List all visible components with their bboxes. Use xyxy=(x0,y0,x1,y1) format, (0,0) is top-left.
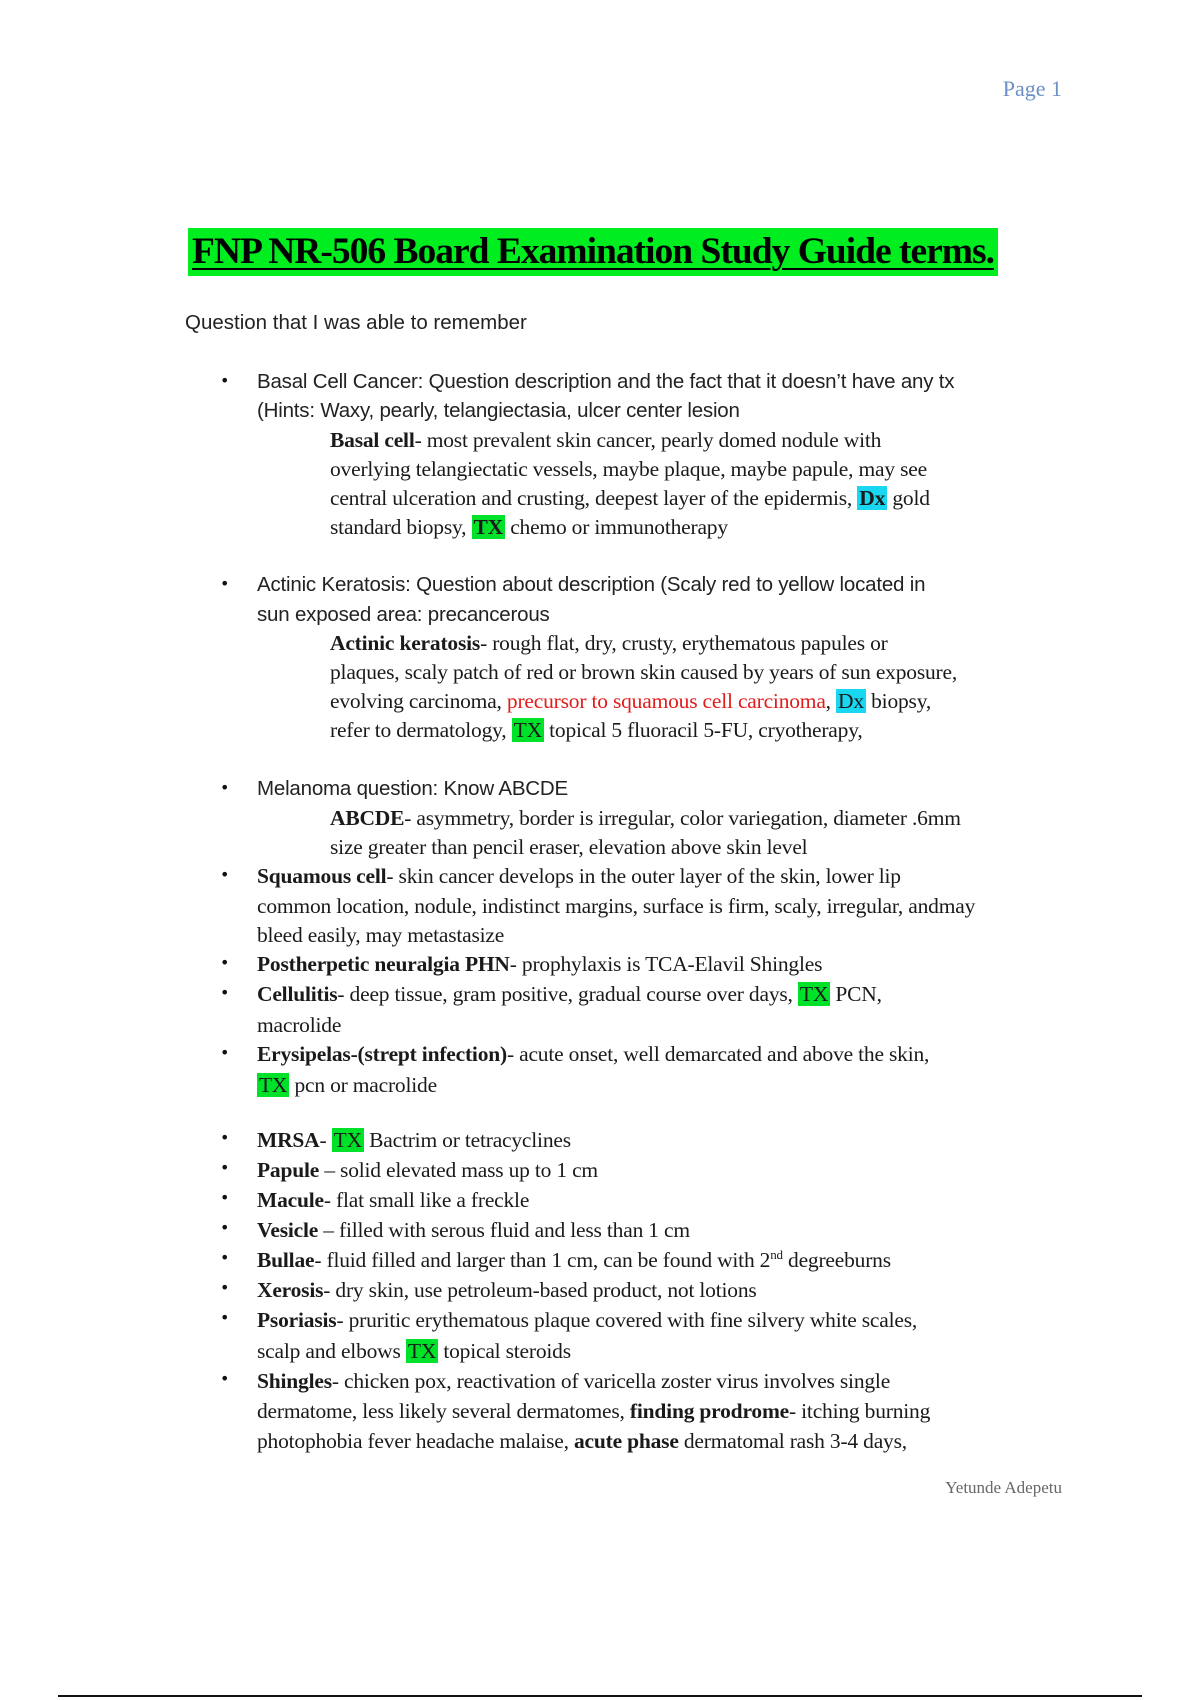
term-squamous-cell: Squamous cell xyxy=(257,864,387,888)
macule-line: Macule- flat small like a freckle xyxy=(257,1188,530,1212)
abcde-line-2: size greater than pencil eraser, elevation above skin level xyxy=(330,835,808,859)
bullet: • xyxy=(220,1128,230,1147)
bullet: • xyxy=(220,865,230,884)
bullet: • xyxy=(220,1369,230,1388)
basal-definition-line-3: central ulceration and crusting, deepest layer of the epidermis, Dx gold xyxy=(330,486,930,510)
melanoma-question: Melanoma question: Know ABCDE xyxy=(257,777,568,800)
red-emphasis-text: precursor to squamous cell carcinoma xyxy=(506,689,826,713)
basal-definition-line-4: standard biopsy, TX chemo or immunotherapy xyxy=(330,515,728,539)
bullet: • xyxy=(220,574,230,593)
actinic-definition-line-4: refer to dermatology, TX topical 5 fluoracil 5-FU, cryotherapy, xyxy=(330,718,863,742)
term-actinic-keratosis: Actinic keratosis xyxy=(330,631,481,655)
document-title: FNP NR-506 Board Examination Study Guide terms. xyxy=(188,228,998,276)
bullet: • xyxy=(220,1158,230,1177)
actinic-definition-line-2: plaques, scaly patch of red or brown skin caused by years of sun exposure, xyxy=(330,660,958,684)
term-erysipelas: Erysipelas-(strept infection) xyxy=(257,1042,507,1066)
papule-line: Papule – solid elevated mass up to 1 cm xyxy=(257,1158,598,1182)
bullet: • xyxy=(220,778,230,797)
term-vesicle: Vesicle xyxy=(257,1218,319,1242)
cellulitis-line-1: Cellulitis- deep tissue, gram positive, gradual course over days, TX PCN, xyxy=(257,982,882,1006)
shingles-line-1: Shingles- chicken pox, reactivation of varicella zoster virus involves single xyxy=(257,1369,891,1393)
cellulitis-line-2: macrolide xyxy=(257,1013,342,1037)
dx-highlight: Dx xyxy=(838,689,864,713)
psoriasis-line-1: Psoriasis- pruritic erythematous plaque covered with fine silvery white scales, xyxy=(257,1308,918,1332)
term-shingles: Shingles xyxy=(257,1369,332,1393)
basal-definition-line-1: Basal cell- most prevalent skin cancer, pearly domed nodule with xyxy=(330,428,882,452)
bullet: • xyxy=(220,1043,230,1062)
basal-question-line-1: Basal Cell Cancer: Question description and the fact that it doesn’t have any tx xyxy=(257,370,955,393)
tx-highlight: TX xyxy=(259,1073,288,1097)
term-abcde: ABCDE xyxy=(330,806,405,830)
basal-question-line-2: (Hints: Waxy, pearly, telangiectasia, ulcer center lesion xyxy=(257,399,740,422)
tx-highlight: TX xyxy=(513,718,542,742)
erysipelas-line-1: Erysipelas-(strept infection)- acute onset, well demarcated and above the skin, xyxy=(257,1042,930,1066)
term-finding-prodrome: finding prodrome xyxy=(629,1399,790,1423)
term-cellulitis: Cellulitis xyxy=(257,982,338,1006)
term-phn: Postherpetic neuralgia PHN xyxy=(257,952,510,976)
bullae-line: Bullae- fluid filled and larger than 1 cm, can be found with 2nd degreeburns xyxy=(257,1246,891,1272)
xerosis-line: Xerosis- dry skin, use petroleum-based product, not lotions xyxy=(257,1278,757,1302)
phn-line: Postherpetic neuralgia PHN- prophylaxis is TCA-Elavil Shingles xyxy=(257,952,823,976)
tx-highlight: TX xyxy=(799,982,829,1006)
mrsa-line: MRSA- TX Bactrim or tetracyclines xyxy=(257,1128,571,1152)
tx-highlight: TX xyxy=(333,1128,362,1152)
term-macule: Macule xyxy=(257,1188,324,1212)
squamous-line-1: Squamous cell- skin cancer develops in the outer layer of the skin, lower lip xyxy=(257,864,901,888)
intro-line: Question that I was able to remember xyxy=(185,311,527,334)
term-bullae: Bullae xyxy=(257,1248,315,1272)
term-basal-cell: Basal cell xyxy=(330,428,415,452)
squamous-line-3: bleed easily, may metastasize xyxy=(257,923,505,947)
bullet: • xyxy=(220,1278,230,1297)
bullet: • xyxy=(220,1308,230,1327)
author-signature: Yetunde Adepetu xyxy=(945,1478,1062,1497)
page-number: Page 1 xyxy=(1002,76,1062,101)
term-xerosis: Xerosis xyxy=(257,1278,324,1302)
term-papule: Papule xyxy=(257,1158,320,1182)
abcde-line-1: ABCDE- asymmetry, border is irregular, color variegation, diameter .6mm xyxy=(330,806,961,830)
bullet: • xyxy=(220,1188,230,1207)
erysipelas-line-2: TX pcn or macrolide xyxy=(259,1073,437,1097)
squamous-line-2: common location, nodule, indistinct margins, surface is firm, scaly, irregular, andmay xyxy=(257,894,976,918)
bullet: • xyxy=(220,953,230,972)
dx-highlight: Dx xyxy=(859,486,886,510)
actinic-definition-line-1: Actinic keratosis- rough flat, dry, crusty, erythematous papules or xyxy=(330,631,888,655)
psoriasis-line-2: scalp and elbows TX topical steroids xyxy=(257,1339,571,1363)
term-psoriasis: Psoriasis xyxy=(257,1308,337,1332)
term-mrsa: MRSA xyxy=(257,1128,320,1152)
shingles-line-3: photophobia fever headache malaise, acute phase dermatomal rash 3-4 days, xyxy=(257,1429,907,1453)
actinic-definition-line-3: evolving carcinoma, precursor to squamous cell carcinoma, Dx biopsy, xyxy=(330,689,932,713)
tx-highlight: TX xyxy=(473,515,503,539)
bullet: • xyxy=(220,983,230,1002)
actinic-question-line-2: sun exposed area: precancerous xyxy=(257,603,550,626)
shingles-line-2: dermatome, less likely several dermatomes, finding prodrome- itching burning xyxy=(257,1399,931,1423)
tx-highlight: TX xyxy=(407,1339,437,1363)
bottom-divider xyxy=(58,1695,1142,1697)
actinic-question-line-1: Actinic Keratosis: Question about description (Scaly red to yellow located in xyxy=(257,573,926,596)
basal-definition-line-2: overlying telangiectatic vessels, maybe plaque, maybe papule, may see xyxy=(330,457,927,481)
term-acute-phase: acute phase xyxy=(573,1429,679,1453)
bullet: • xyxy=(220,371,230,390)
bullet: • xyxy=(220,1218,230,1237)
bullet: • xyxy=(220,1248,230,1267)
vesicle-line: Vesicle – filled with serous fluid and less than 1 cm xyxy=(257,1218,690,1242)
